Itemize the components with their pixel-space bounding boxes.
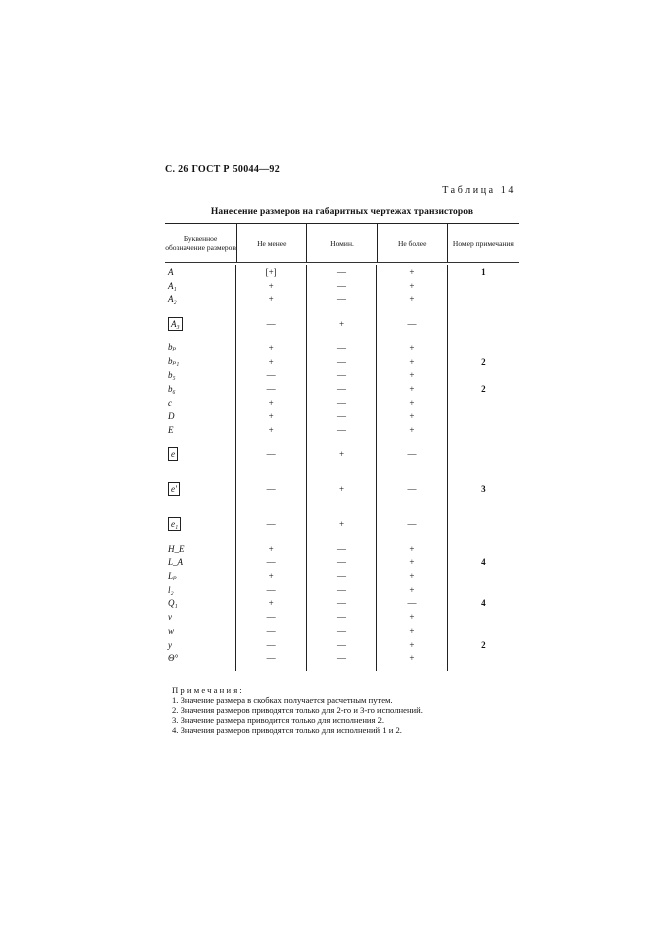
notes-section (172, 685, 512, 735)
cell-max: + (377, 569, 447, 583)
table-row (165, 624, 519, 638)
cell-max: + (377, 382, 447, 396)
cell-max: + (377, 279, 447, 293)
cell-max: + (377, 396, 447, 410)
table-row (165, 382, 519, 396)
cell-max: + (377, 610, 447, 624)
cell-min: — (236, 437, 306, 472)
cell-nom: — (307, 292, 377, 306)
cell-note-number (448, 651, 519, 665)
cell-symbol: w (165, 624, 236, 638)
cell-min: [+] (236, 265, 306, 279)
cell-max: + (377, 355, 447, 369)
cell-nom: — (307, 597, 377, 611)
cell-nom: — (307, 396, 377, 410)
header-nom: Номин. (307, 224, 377, 262)
cell-nom: + (307, 472, 377, 507)
cell-min: + (236, 542, 306, 556)
dimensions-table (165, 223, 519, 671)
cell-symbol (165, 472, 236, 507)
cell-symbol: v (165, 610, 236, 624)
cell-symbol: L_A (165, 556, 236, 570)
cell-min: + (236, 279, 306, 293)
cell-note-number (448, 279, 519, 293)
cell-symbol (165, 507, 236, 542)
cell-max: — (377, 437, 447, 472)
table-row (165, 368, 519, 382)
cell-min: + (236, 569, 306, 583)
table-row (165, 341, 519, 355)
cell-note-number: 3 (481, 484, 486, 495)
boxed-symbol: e (168, 447, 178, 461)
cell-note-number (448, 306, 519, 341)
table-row (165, 306, 519, 341)
cell-nom: — (307, 583, 377, 597)
boxed-symbol: A₃ (168, 317, 183, 331)
cell-max: + (377, 265, 447, 279)
cell-min: — (236, 583, 306, 597)
cell-note-number: 1 (481, 266, 486, 277)
cell-note-number (448, 569, 519, 583)
table-header-row (165, 223, 519, 263)
cell-note-number (448, 624, 519, 638)
cell-nom: — (307, 651, 377, 665)
cell-nom: + (307, 437, 377, 472)
cell-min: — (236, 472, 306, 507)
table-row (165, 355, 519, 369)
cell-nom: — (307, 423, 377, 437)
cell-note-number (448, 610, 519, 624)
table-title: Нанесение размеров на габаритных чертежах транзисторов (210, 207, 474, 217)
table-row (165, 396, 519, 410)
cell-nom: — (307, 265, 377, 279)
cell-symbol (165, 306, 236, 341)
cell-max: + (377, 292, 447, 306)
table-body (165, 263, 519, 671)
cell-max: + (377, 542, 447, 556)
cell-symbol: A₂ (165, 292, 236, 306)
cell-nom: — (307, 638, 377, 652)
table-row (165, 597, 519, 611)
note-item: 2. Значения размеров приводятся только для 2-го и 3-го исполнений. (172, 705, 423, 715)
cell-symbol: l₂ (165, 583, 236, 597)
cell-nom: — (307, 610, 377, 624)
cell-nom: — (307, 368, 377, 382)
cell-note-number (448, 507, 519, 542)
cell-symbol: Lₚ (165, 569, 236, 583)
table-row (165, 472, 519, 507)
cell-min: — (236, 638, 306, 652)
cell-min: + (236, 423, 306, 437)
cell-max: + (377, 638, 447, 652)
cell-max: + (377, 423, 447, 437)
cell-symbol: y (165, 638, 236, 652)
table-row (165, 279, 519, 293)
cell-note-number: 4 (481, 557, 486, 568)
table-spacer (307, 665, 377, 671)
cell-max: — (377, 306, 447, 341)
header-min: Не менее (237, 224, 307, 262)
table-row (165, 542, 519, 556)
note-item: 3. Значение размера приводится только для исполнения 2. (172, 715, 385, 725)
cell-min: + (236, 396, 306, 410)
note-item: 1. Значение размера в скобках получается расчетным путем. (172, 695, 393, 705)
cell-min: + (236, 355, 306, 369)
cell-min: — (236, 368, 306, 382)
cell-nom: — (307, 382, 377, 396)
cell-symbol: b₆ (165, 382, 236, 396)
table-row (165, 583, 519, 597)
cell-nom: + (307, 507, 377, 542)
cell-note-number: 2 (481, 356, 486, 367)
cell-min: — (236, 507, 306, 542)
cell-symbol: bₚ₁ (165, 355, 236, 369)
cell-note-number (448, 583, 519, 597)
cell-min: + (236, 292, 306, 306)
cell-symbol: Q₁ (165, 597, 236, 611)
table-row (165, 507, 519, 542)
table-spacer (236, 665, 306, 671)
cell-min: — (236, 651, 306, 665)
cell-note-number (448, 423, 519, 437)
table-row (165, 265, 519, 279)
cell-nom: — (307, 556, 377, 570)
cell-max: + (377, 341, 447, 355)
cell-note-number (448, 341, 519, 355)
table-row (165, 651, 519, 665)
cell-symbol: b₅ (165, 368, 236, 382)
cell-max: — (377, 472, 447, 507)
table-row (165, 437, 519, 472)
cell-nom: — (307, 341, 377, 355)
cell-max: + (377, 368, 447, 382)
cell-max: — (377, 597, 447, 611)
cell-min: — (236, 610, 306, 624)
cell-nom: — (307, 542, 377, 556)
cell-symbol: Θ° (165, 651, 236, 665)
header-symbol: Буквенное обозначение размеров (165, 224, 237, 262)
header-note-number: Номер примечания (452, 238, 514, 248)
cell-max: + (377, 410, 447, 424)
cell-note-number (448, 396, 519, 410)
cell-symbol: H_E (165, 542, 236, 556)
cell-symbol: A₁ (165, 279, 236, 293)
cell-min: + (236, 410, 306, 424)
table-row (165, 569, 519, 583)
cell-min: — (236, 306, 306, 341)
cell-note-number (448, 292, 519, 306)
cell-nom: — (307, 410, 377, 424)
cell-max: + (377, 651, 447, 665)
cell-max: + (377, 583, 447, 597)
table-spacer (448, 665, 519, 671)
table-row (165, 423, 519, 437)
cell-min: + (236, 597, 306, 611)
table-row (165, 292, 519, 306)
cell-max: — (377, 507, 447, 542)
cell-note-number (448, 542, 519, 556)
cell-symbol: A (165, 265, 236, 279)
cell-symbol: bₚ (165, 341, 236, 355)
notes-title: Примечания: (172, 685, 245, 695)
cell-note-number: 4 (481, 598, 486, 609)
cell-note-number: 2 (481, 639, 486, 650)
cell-symbol: c (165, 396, 236, 410)
cell-min: — (236, 624, 306, 638)
cell-note-number (448, 437, 519, 472)
table-row (165, 638, 519, 652)
cell-nom: — (307, 569, 377, 583)
cell-symbol (165, 437, 236, 472)
cell-symbol: E (165, 423, 236, 437)
cell-nom: + (307, 306, 377, 341)
table-row (165, 410, 519, 424)
table-label: Таблица 14 (442, 185, 516, 196)
cell-note-number: 2 (481, 383, 486, 394)
boxed-symbol: e' (168, 482, 180, 496)
page-header: С. 26 ГОСТ Р 50044—92 (165, 164, 281, 175)
cell-note-number (448, 410, 519, 424)
table-row (165, 610, 519, 624)
cell-symbol: D (165, 410, 236, 424)
table-spacer (165, 665, 236, 671)
table-row (165, 556, 519, 570)
cell-min: — (236, 382, 306, 396)
cell-note-number (448, 368, 519, 382)
header-max: Не более (378, 224, 448, 262)
cell-nom: — (307, 279, 377, 293)
cell-min: — (236, 556, 306, 570)
table-spacer (377, 665, 447, 671)
cell-nom: — (307, 624, 377, 638)
cell-max: + (377, 556, 447, 570)
note-item: 4. Значения размеров приводятся только для исполнений 1 и 2. (172, 725, 402, 735)
cell-max: + (377, 624, 447, 638)
cell-min: + (236, 341, 306, 355)
cell-nom: — (307, 355, 377, 369)
boxed-symbol: e₁ (168, 517, 181, 531)
